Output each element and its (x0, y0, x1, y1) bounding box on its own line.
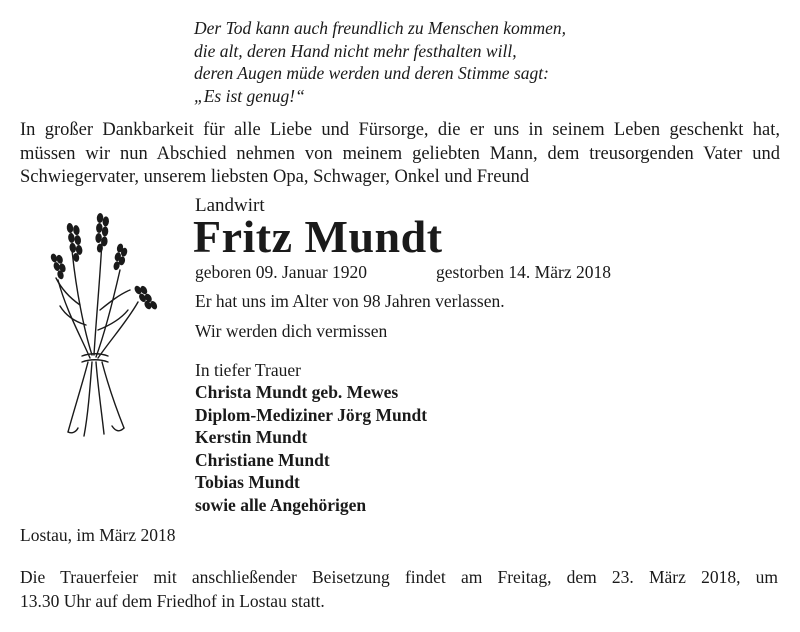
intro-line: müssen wir nun Abschied nehmen von meinem geliebten Mann, dem treusorgenden Vater und (20, 143, 780, 164)
wheat-bundle-icon (40, 210, 165, 440)
birth-date: geboren 09. Januar 1920 (195, 262, 368, 282)
poem-line: die alt, deren Hand nicht mehr festhalten will, (194, 40, 517, 61)
intro-text (20, 119, 780, 190)
deceased-name: Fritz Mundt (193, 211, 443, 262)
age-statement: Er hat uns im Alter von 98 Jahren verlassen. (195, 291, 505, 311)
funeral-info (20, 565, 778, 613)
mourner-name: Christa Mundt geb. Mewes (195, 382, 399, 402)
mourning-intro: In tiefer Trauer (195, 360, 301, 380)
occupation-title: Landwirt (195, 195, 265, 216)
mourner-name: Kerstin Mundt (195, 427, 308, 447)
funeral-line: Die Trauerfeier mit anschließender Beisetzung findet am Freitag, dem 23. März 2018, um (20, 567, 778, 587)
mourner-name: Diplom-Mediziner Jörg Mundt (195, 404, 428, 425)
intro-line: Schwiegervater, unserem liebsten Opa, Schwager, Onkel und Freund (20, 167, 530, 187)
intro-line: In großer Dankbarkeit für alle Liebe und Fürsorge, die er uns in seinem Leben geschenkt hat, (20, 120, 780, 140)
poem (194, 17, 754, 107)
poem-line: „Es ist genug!“ (194, 85, 305, 106)
mourner-name: Tobias Mundt (195, 472, 300, 492)
farewell-text: Wir werden dich vermissen (195, 321, 388, 341)
mourner-name: Christiane Mundt (195, 449, 330, 470)
poem-line: Der Tod kann auch freundlich zu Menschen kommen, (194, 18, 566, 38)
mourner-list (195, 381, 427, 516)
funeral-line: 13.30 Uhr auf dem Friedhof in Lostau statt. (20, 591, 325, 611)
mourner-name: sowie alle Angehörigen (195, 494, 367, 515)
poem-line: deren Augen müde werden und deren Stimme sagt: (194, 63, 549, 83)
death-date: gestorben 14. März 2018 (436, 262, 611, 282)
place-date: Lostau, im März 2018 (20, 525, 176, 545)
